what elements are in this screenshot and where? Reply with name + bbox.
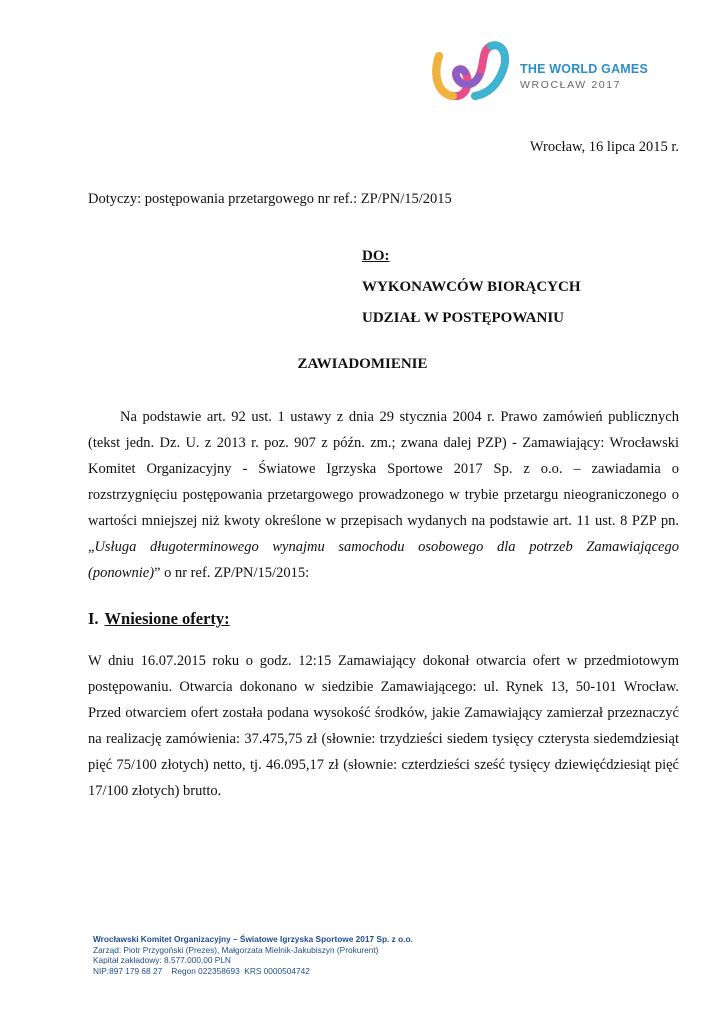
document-title: ZAWIADOMIENIE bbox=[297, 356, 428, 372]
world-games-logo-mark bbox=[431, 40, 515, 102]
footer-company: Wrocławski Komitet Organizacyjny – Światowe Igrzyska Sportowe 2017 Sp. z o.o. bbox=[93, 934, 413, 944]
recipient-line-2: UDZIAŁ W POSTĘPOWANIU bbox=[362, 310, 564, 326]
footer bbox=[93, 934, 413, 976]
letter-date: Wrocław, 16 lipca 2015 r. bbox=[529, 139, 679, 155]
intro-text-end: ” o nr ref. ZP/PN/15/2015: bbox=[154, 565, 310, 581]
section-title: Wniesione oferty: bbox=[104, 609, 230, 628]
intro-paragraph bbox=[88, 404, 679, 586]
reference-line: Dotyczy: postępowania przetargowego nr ref.: ZP/PN/15/2015 bbox=[88, 191, 452, 207]
intro-italic-title: Usługa długoterminowego wynajmu samochodu osobowego dla potrzeb Zamawiającego (ponownie) bbox=[88, 539, 679, 581]
recipient-block bbox=[362, 241, 581, 334]
footer-ids: NIP:897 179 68 27 Regon 022358693 KRS 0000504742 bbox=[93, 965, 310, 976]
footer-capital: Kapitał zakładowy: 8.577.000,00 PLN bbox=[93, 955, 231, 965]
intro-text: Na podstawie art. 92 ust. 1 ustawy z dnia 29 stycznia 2004 r. Prawo zamówień publicznych (tekst jedn. Dz. U. z 2013 r. poz. 907 z późn. zm.; zwana dalej PZP) - Zamawiający: Wrocławski Komitet Organizacyjny - Światowe Igrzyska Sportowe 2017 Sp. z o.o. – zawiadamia o rozstrzygnięciu postępowania przetargowego prowadzonego w trybie przetargu nieograniczonego o wartości mniejszej niż kwoty określone w przepisach wydanych na podstawie art. 11 ust. 8 PZP pn. „ bbox=[88, 409, 679, 555]
recipient-line-1: WYKONAWCÓW BIORĄCYCH bbox=[362, 279, 581, 295]
logo-title: THE WORLD GAMES bbox=[520, 62, 648, 76]
world-games-logo bbox=[431, 40, 661, 102]
logo-subtitle: WROCŁAW 2017 bbox=[520, 79, 622, 91]
footer-board: Zarząd: Piotr Przygoński (Prezes), Małgorzata Mielnik-Jakubiszyn (Prokurent) bbox=[93, 944, 379, 955]
section-heading bbox=[88, 609, 230, 629]
section-body: W dniu 16.07.2015 roku o godz. 12:15 Zamawiający dokonał otwarcia ofert w przedmiotowym postępowaniu. Otwarcia dokonano w siedzibie Zamawiającego: ul. Rynek 13, 50-101 Wrocław. Przed otwarciem ofert została podana wysokość środków, jakie Zamawiający zamierzał przeznaczyć na realizację zamówienia: 37.475,75 zł (słownie: trzydzieści siedem tysięcy czterysta siedemdziesiąt pięć 75/100 złotych) netto, tj. 46.095,17 zł (słownie: czterdzieści sześć tysięcy dziewięćdziesiąt pięć 17/100 złotych) brutto. bbox=[88, 653, 679, 799]
section-number: I. bbox=[88, 609, 99, 628]
recipient-label: DO: bbox=[362, 248, 390, 264]
